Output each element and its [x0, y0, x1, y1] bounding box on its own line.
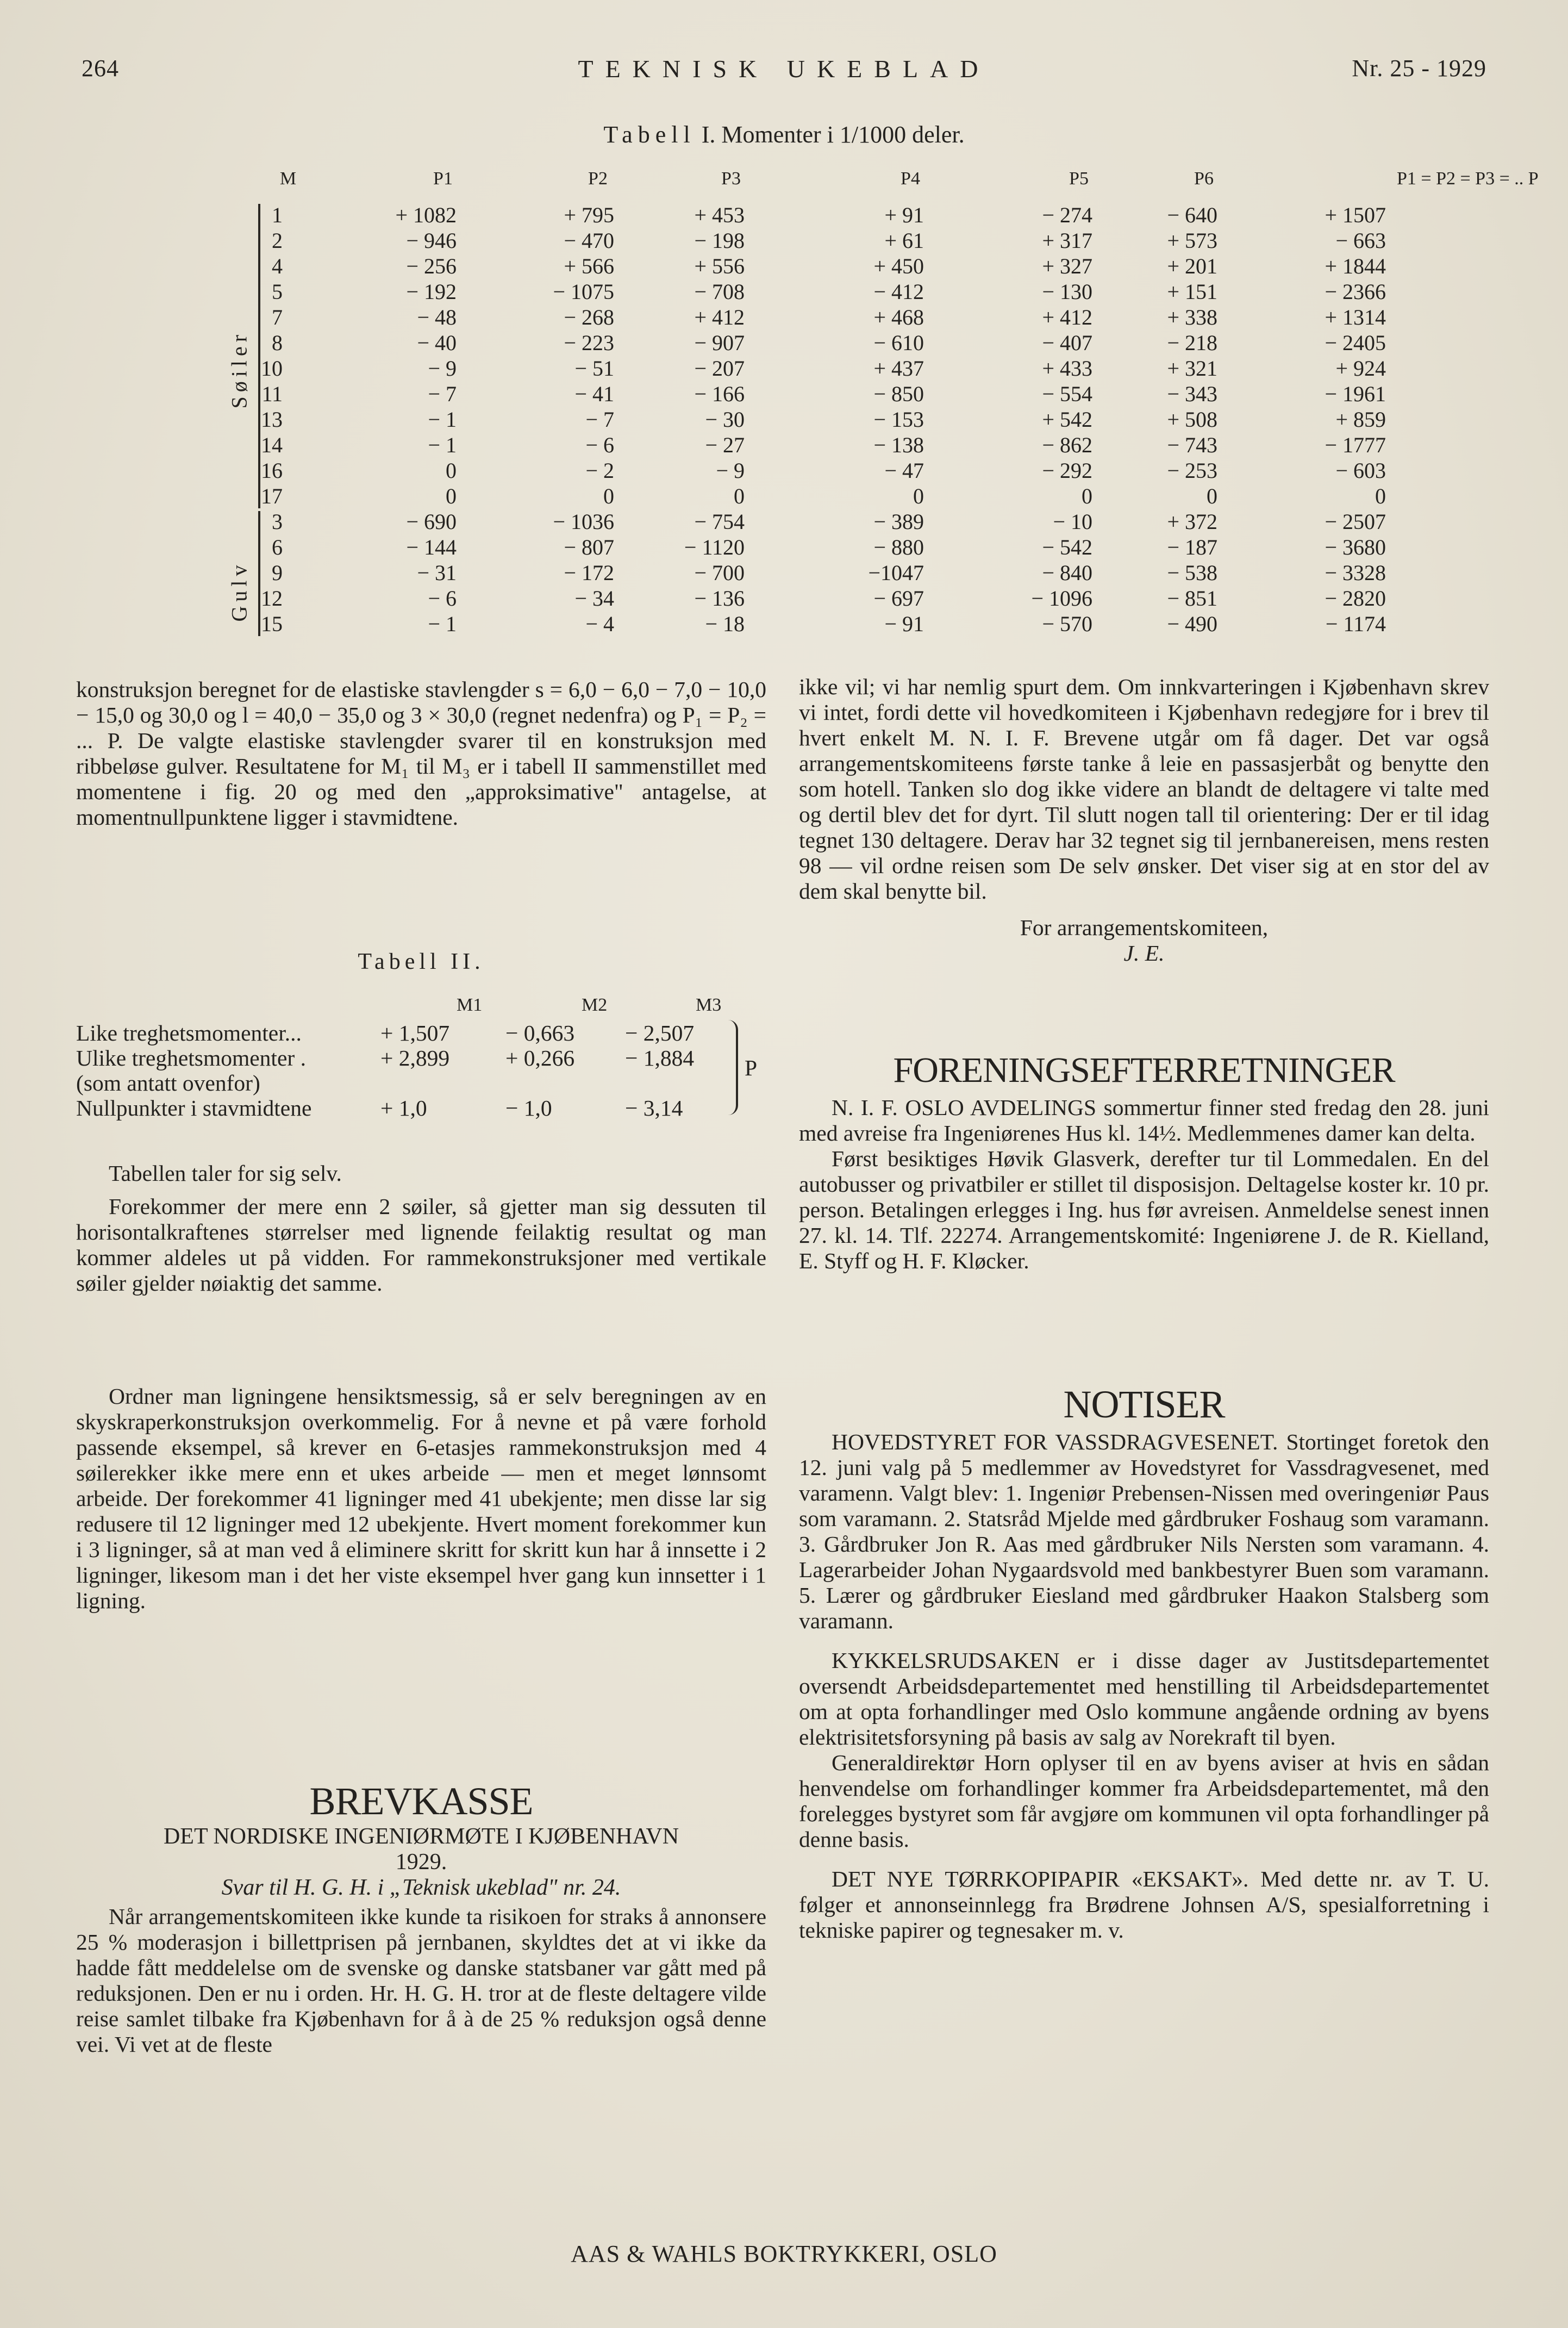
- table-cell: + 321: [1167, 356, 1217, 381]
- table-cell: − 130: [1042, 279, 1092, 304]
- table-cell: − 542: [1042, 535, 1092, 559]
- table2-row-label: Like treghetsmomenter...: [76, 1020, 302, 1045]
- right-text-1: [799, 674, 1489, 966]
- table-row: [201, 458, 1505, 483]
- table-row: [201, 586, 1505, 611]
- column-header: P1: [433, 169, 453, 189]
- table-cell: + 924: [1335, 356, 1386, 381]
- table-cell: 0: [603, 484, 614, 508]
- brevkasse-section: [76, 1779, 766, 2057]
- table-cell: − 412: [873, 279, 924, 304]
- table-cell: − 697: [873, 586, 924, 611]
- table-cell: + 433: [1042, 356, 1092, 381]
- table-cell: + 372: [1167, 509, 1217, 534]
- page-header: [82, 54, 1486, 98]
- table-cell: + 859: [1335, 407, 1386, 432]
- table-cell: + 1844: [1325, 254, 1386, 278]
- table-cell: − 3328: [1325, 561, 1386, 585]
- table-row: [201, 407, 1505, 432]
- table-row: [201, 304, 1505, 330]
- foreningsefterretninger-heading: FORENINGSEFTERRETNINGER: [893, 1050, 1395, 1090]
- table-cell: −1047: [868, 561, 924, 585]
- paragraph: N. I. F. OSLO AVDELINGS sommertur finner sted fredag den 28. juni med avreise fra Ingeniørenes Hus kl. 14½. Medlemmenes damer kan delta.: [799, 1095, 1489, 1146]
- paragraph: Når arrangementskomiteen ikke kunde ta risikoen for straks å annonsere 25 % moderasjon i billettprisen på jernbanen, skyldtes det at vi ikke da hadde fått meddelelse om de svenske og danske statsbaner var gått med på reduksjonen. Den er nu i orden. Hr. H. G. H. tror at de fleste deltagere vilde reise samlet tilbake fra Kjøbenhavn for å à de 25 % reduksjon også denne vei. Vi vet at de fleste: [76, 1904, 766, 2057]
- table-cell: − 850: [873, 382, 924, 406]
- table-cell: − 274: [1042, 203, 1092, 227]
- table-cell: − 389: [873, 509, 924, 534]
- paragraph: konstruksjon beregnet for de elastiske stavlengder s = 6,0 − 6,0 − 7,0 − 10,0 − 15,0 og 30,0 og l = 40,0 − 35,0 og 3 × 30,0 (regnet nedenfra) og P₁ = P₂ = ... P. De valgte elastiske stavlengder svarer til en konstruksjon med ribbeløse gulver. Resultatene for M₁ til M₃ er i tabell II sammenstillet med momentene i fig. 20 og med den „approksimative" antagelse, at momentnullpunktene ligger i stavmidtene.: [76, 677, 766, 830]
- foreningsefterretninger-section: [799, 1050, 1489, 1274]
- issue-number: Nr. 25 - 1929: [1352, 55, 1486, 82]
- table-cell: − 1096: [1031, 586, 1092, 611]
- table-cell: + 201: [1167, 254, 1217, 278]
- brevkasse-reply: Svar til H. G. H. i „Teknisk ukeblad" nr. 24.: [221, 1875, 621, 1900]
- table-cell: − 1777: [1325, 433, 1386, 457]
- row-label: 12: [261, 586, 283, 611]
- table-cell: − 862: [1042, 433, 1092, 457]
- table2-row: [76, 1020, 766, 1045]
- row-label: 16: [261, 458, 283, 483]
- table-cell: − 4: [585, 612, 614, 636]
- row-label: 13: [261, 407, 283, 432]
- row-label: 5: [272, 279, 283, 304]
- table-cell: − 570: [1042, 612, 1092, 636]
- table-cell: − 407: [1042, 331, 1092, 355]
- table-cell: + 556: [694, 254, 745, 278]
- table2-cell: − 2,507: [625, 1020, 695, 1045]
- paragraph: Først besiktiges Høvik Glasverk, derefter tur til Lommedalen. En del autobusser og privatbiler er stillet til disposisjon. Deltagelse koster kr. 10 pr. person. Betalingen erlegges i Ing. hus før avreisen. Anmeldelse senest innen 27. kl. 14. Tlf. 22274. Arrangementskomité: Ingeniørene J. de R. Kielland, E. Styff og H. F. Kløcker.: [799, 1146, 1489, 1273]
- paragraph: Tabellen taler for sig selv.: [109, 1161, 342, 1186]
- table2-cell: − 1,884: [625, 1045, 695, 1070]
- table-cell: − 690: [406, 509, 457, 534]
- table-cell: − 34: [574, 586, 614, 611]
- group-label-soiler: Søiler: [227, 330, 252, 409]
- table-cell: + 91: [884, 203, 924, 227]
- table-cell: + 317: [1042, 228, 1092, 253]
- table-cell: − 538: [1167, 561, 1217, 585]
- table-cell: − 187: [1167, 535, 1217, 559]
- table-cell: − 256: [406, 254, 457, 278]
- column-header: M: [279, 169, 297, 189]
- table-cell: + 1314: [1325, 305, 1386, 329]
- left-text-1: [76, 677, 766, 830]
- table-cell: + 795: [564, 203, 614, 227]
- signature-initials: J. E.: [1123, 941, 1165, 966]
- column-header: P4: [901, 169, 920, 189]
- table-cell: − 138: [873, 433, 924, 457]
- paragraph: Generaldirektør Horn oplyser til en av byens aviser at hvis en sådan henvendelse om forhandlinger kommer fra Arbeidsdepartementet, må den forelegges bystyret som får avgjøre om kommunen vil opta forhandlinger på denne basis.: [799, 1750, 1490, 1852]
- printer-footer: AAS & WAHLS BOKTRYKKERI, OSLO: [571, 2240, 997, 2267]
- table-cell: − 10: [1053, 509, 1092, 534]
- table-row: [201, 611, 1505, 637]
- table-cell: − 292: [1042, 458, 1092, 483]
- table2-cell: − 0,663: [505, 1020, 575, 1045]
- left-text-2: [76, 1161, 766, 1296]
- table-cell: − 2820: [1325, 586, 1386, 611]
- paragraph: ikke vil; vi har nemlig spurt dem. Om innkvarteringen i Kjøbenhavn skrev vi intet, fordi dette vil hovedkomiteen i Kjøbenhavn redegjøre for i brev til hvert enkelt M. N. I. F. Brevene utgår om få dager. Det var også arrangementskomiteens første tanke å leie en passasjerbåt og benytte den som hotell. Tanken slo dog ikke videre an blandt de deltagere vi talte med og dertil blev det for dyrt. Til slutt nogen tall til orientering: Der er til idag tegnet 130 deltagere. Derav har 32 tegnet sig til jernbanereisen, mens resten 98 — vil ordne reisen som De selv ønsker. Det viser sig at en stor del av dem skal benytte bil.: [799, 674, 1489, 904]
- table-cell: − 2: [585, 458, 614, 483]
- signature-committee: For arrangementskomiteen,: [1020, 915, 1269, 940]
- table-cell: − 807: [564, 535, 614, 559]
- table-row: [201, 483, 1505, 509]
- table-cell: + 453: [694, 203, 745, 227]
- table2-column-header: M2: [582, 995, 608, 1015]
- table-cell: + 338: [1167, 305, 1217, 329]
- notiser-heading: NOTISER: [1063, 1383, 1225, 1426]
- table-cell: 0: [1375, 484, 1386, 508]
- table-cell: − 640: [1167, 203, 1217, 227]
- table2-row-label: (som antatt ovenfor): [76, 1070, 260, 1095]
- table-cell: − 2366: [1325, 279, 1386, 304]
- table-cell: − 136: [694, 586, 745, 611]
- brace-gulv: [258, 511, 260, 636]
- table-row: [201, 356, 1505, 381]
- table-cell: − 2405: [1325, 331, 1386, 355]
- paragraph: DET NYE TØRRKOPIPAPIR «EKSAKT». Med dette nr. av T. U. følger et annonseinnlegg fra Brødrene Johnsen A/S, spesialforretning i tekniske papirer og tegnesaker m. v.: [799, 1866, 1489, 1943]
- table2-cell: − 3,14: [625, 1095, 683, 1121]
- table-cell: − 1174: [1325, 612, 1386, 636]
- table-cell: − 1: [428, 612, 457, 636]
- column-header: P1 = P2 = P3 = .. P: [1397, 169, 1539, 189]
- notiser-section: [799, 1383, 1490, 1943]
- table-cell: − 7: [585, 407, 614, 432]
- table-cell: − 144: [406, 535, 457, 559]
- table-cell: + 566: [564, 254, 614, 278]
- table-cell: − 192: [406, 279, 457, 304]
- table-cell: + 1082: [395, 203, 457, 227]
- table-cell: − 172: [564, 561, 614, 585]
- table-cell: + 412: [694, 305, 745, 329]
- table2-row-label: Ulike treghetsmomenter .: [76, 1045, 306, 1070]
- table-cell: − 603: [1335, 458, 1386, 483]
- table-cell: − 663: [1335, 228, 1386, 253]
- masthead: TEKNISK UKEBLAD: [578, 55, 990, 83]
- group-label-gulv: Gulv: [227, 561, 252, 622]
- row-label: 10: [261, 356, 283, 381]
- column-header: P3: [721, 169, 741, 189]
- table-row: [201, 253, 1505, 279]
- table-cell: − 3680: [1325, 535, 1386, 559]
- table-cell: − 27: [705, 433, 745, 457]
- table-cell: 0: [446, 458, 457, 483]
- table-cell: + 508: [1167, 407, 1217, 432]
- table-cell: − 851: [1167, 586, 1217, 611]
- table-cell: − 1120: [684, 535, 745, 559]
- table-cell: + 412: [1042, 305, 1092, 329]
- table-row: [201, 509, 1505, 534]
- table-cell: − 48: [417, 305, 457, 329]
- table-cell: − 554: [1042, 382, 1092, 406]
- column-header: P6: [1194, 169, 1214, 189]
- row-label: 6: [272, 535, 283, 559]
- table1-title: Tabell I. Momenter i 1/1000 deler.: [603, 121, 965, 148]
- row-label: 15: [261, 612, 283, 636]
- table-cell: − 41: [574, 382, 614, 406]
- table-cell: − 223: [564, 331, 614, 355]
- table2-title: Tabell II.: [358, 949, 485, 974]
- table-cell: 0: [446, 484, 457, 508]
- column-header: P5: [1069, 169, 1089, 189]
- table-cell: − 1: [428, 407, 457, 432]
- table-row: [201, 560, 1505, 586]
- table-cell: 0: [913, 484, 924, 508]
- table-cell: − 610: [873, 331, 924, 355]
- left-text-3: [76, 1384, 766, 1614]
- table2-header-row: [76, 995, 766, 1020]
- table-cell: − 207: [694, 356, 745, 381]
- table-row: [201, 202, 1505, 228]
- table-cell: − 9: [716, 458, 745, 483]
- table2-column-header: M3: [696, 995, 722, 1015]
- table-cell: − 470: [564, 228, 614, 253]
- table2-row-label: Nullpunkter i stavmidtene: [76, 1095, 312, 1121]
- table-cell: + 437: [873, 356, 924, 381]
- table2-cell: − 1,0: [505, 1095, 552, 1121]
- table-row: [201, 381, 1505, 407]
- table-cell: − 1961: [1325, 382, 1386, 406]
- table-cell: + 468: [873, 305, 924, 329]
- table-cell: − 31: [417, 561, 457, 585]
- column-header: P2: [588, 169, 608, 189]
- table2-cell: + 1,0: [380, 1095, 427, 1121]
- row-label: 8: [272, 331, 283, 355]
- table-row: [201, 228, 1505, 253]
- table-cell: − 1075: [553, 279, 614, 304]
- table-cell: − 18: [705, 612, 745, 636]
- paragraph: Ordner man ligningene hensiktsmessig, så er selv beregningen av en skyskraperkonstruksjon overkommelig. For å nevne et på være forhold passende eksempel, så krever en 6-etasjes rammekonstruksjon med 4 søilerekker ikke mere enn et ukes arbeide — men et meget lønnsomt arbeide. Der forekommer 41 ligninger med 41 ubekjente; men disse lar sig redusere til 12 ligninger med 12 ubekjente. Hvert moment forekommer kun i 3 ligninger, så at man ved å eliminere skritt for skritt kun har å innsette i 2 ligninger, likesom man i det her viste eksempel hver gang kun innsetter i 1 ligning.: [76, 1384, 766, 1613]
- table-cell: − 840: [1042, 561, 1092, 585]
- brevkasse-subheading-year: 1929.: [395, 1850, 447, 1875]
- table-cell: − 6: [428, 586, 457, 611]
- row-label: 11: [261, 382, 283, 406]
- table-cell: − 253: [1167, 458, 1217, 483]
- table-cell: − 1036: [553, 509, 614, 534]
- table2-cell: + 2,899: [380, 1045, 450, 1070]
- table2-cell: + 0,266: [505, 1045, 575, 1070]
- table2-row: [76, 1095, 766, 1120]
- table-cell: + 151: [1167, 279, 1217, 304]
- table-cell: − 907: [694, 331, 745, 355]
- table-row: [201, 279, 1505, 304]
- row-label: 14: [261, 433, 283, 457]
- table2-brace: [728, 1020, 738, 1115]
- table-row: [201, 534, 1505, 560]
- table-cell: − 30: [705, 407, 745, 432]
- table-cell: − 47: [884, 458, 924, 483]
- table-cell: − 946: [406, 228, 457, 253]
- page-number: 264: [82, 55, 119, 82]
- table-cell: 0: [734, 484, 745, 508]
- row-label: 7: [272, 305, 283, 329]
- table-cell: + 1507: [1325, 203, 1386, 227]
- brevkasse-heading: BREVKASSE: [309, 1779, 533, 1823]
- table-cell: − 198: [694, 228, 745, 253]
- table-cell: − 7: [428, 382, 457, 406]
- table-cell: + 327: [1042, 254, 1092, 278]
- table2-cell: + 1,507: [380, 1020, 450, 1045]
- table-cell: − 6: [585, 433, 614, 457]
- row-label: 4: [272, 254, 283, 278]
- table-header-row: [201, 169, 1539, 202]
- row-label: 3: [272, 509, 283, 534]
- table-cell: − 743: [1167, 433, 1217, 457]
- table-cell: − 218: [1167, 331, 1217, 355]
- brace-soiler: [258, 204, 260, 508]
- table-cell: + 573: [1167, 228, 1217, 253]
- table-cell: + 450: [873, 254, 924, 278]
- table-cell: − 40: [417, 331, 457, 355]
- table-cell: − 490: [1167, 612, 1217, 636]
- table-cell: − 153: [873, 407, 924, 432]
- table-row: [201, 432, 1505, 458]
- table-cell: − 880: [873, 535, 924, 559]
- row-label: 17: [261, 484, 283, 508]
- table-cell: − 754: [694, 509, 745, 534]
- table2-row: [76, 1045, 766, 1070]
- table-cell: − 51: [574, 356, 614, 381]
- paragraph: Forekommer der mere enn 2 søiler, så gjetter man sig dessuten til horisontalkraftenes størrelser med lignende feilaktig resultat og man kommer aldeles ut på vidden. For rammekonstruksjoner med vertikale søiler gjelder nøiaktig det samme.: [76, 1194, 766, 1296]
- table2-side-label: P: [745, 1055, 758, 1080]
- paragraph: KYKKELSRUDSAKEN er i disse dager av Justitsdepartementet oversendt Arbeidsdepartementet med henstilling til Arbeidsdepartementet om at opta forhandlinger med Oslo kommune angående ordning av byens elektrisitetsforsyning på basis av salg av Norekraft til byen.: [799, 1648, 1489, 1750]
- row-label: 1: [272, 203, 283, 227]
- table-cell: − 9: [428, 356, 457, 381]
- table-cell: − 700: [694, 561, 745, 585]
- table2-column-header: M1: [457, 995, 483, 1015]
- table2: [76, 995, 766, 1120]
- table-cell: − 166: [694, 382, 745, 406]
- table2-row: [76, 1070, 766, 1095]
- table-cell: 0: [1207, 484, 1217, 508]
- row-label: 2: [272, 228, 283, 253]
- moments-table: [201, 169, 1539, 637]
- table-row: [201, 330, 1505, 356]
- row-label: 9: [272, 561, 283, 585]
- table-cell: − 1: [428, 433, 457, 457]
- table-cell: + 61: [884, 228, 924, 253]
- paragraph: HOVEDSTYRET FOR VASSDRAGVESENET. Stortinget foretok den 12. juni valg på 5 medlemmer av Hovedstyret for Vassdragvesenet, med varamenn. Valgt blev: 1. Ingeniør Prebensen-Nissen med overingeniør Paus som varamann. 2. Statsråd Mjelde med gårdbruker Foshaug som varamann. 3. Gårdbruker Jon R. Aas med gårdbruker Nils Nersten som varamann. 4. Lagerarbeider Johan Nygaardsvold med bankbestyrer Buen som varamann. 5. Lærer og gårdbruker Eiesland med gårdbruker Haakon Stalsberg som varamann.: [799, 1429, 1489, 1633]
- table-cell: 0: [1082, 484, 1092, 508]
- table-cell: − 708: [694, 279, 745, 304]
- brevkasse-subheading: DET NORDISKE INGENIØRMØTE I KJØBENHAVN: [163, 1824, 679, 1849]
- table-cell: − 2507: [1325, 509, 1386, 534]
- table-cell: − 91: [884, 612, 924, 636]
- table-cell: − 343: [1167, 382, 1217, 406]
- table-cell: + 542: [1042, 407, 1092, 432]
- table-cell: − 268: [564, 305, 614, 329]
